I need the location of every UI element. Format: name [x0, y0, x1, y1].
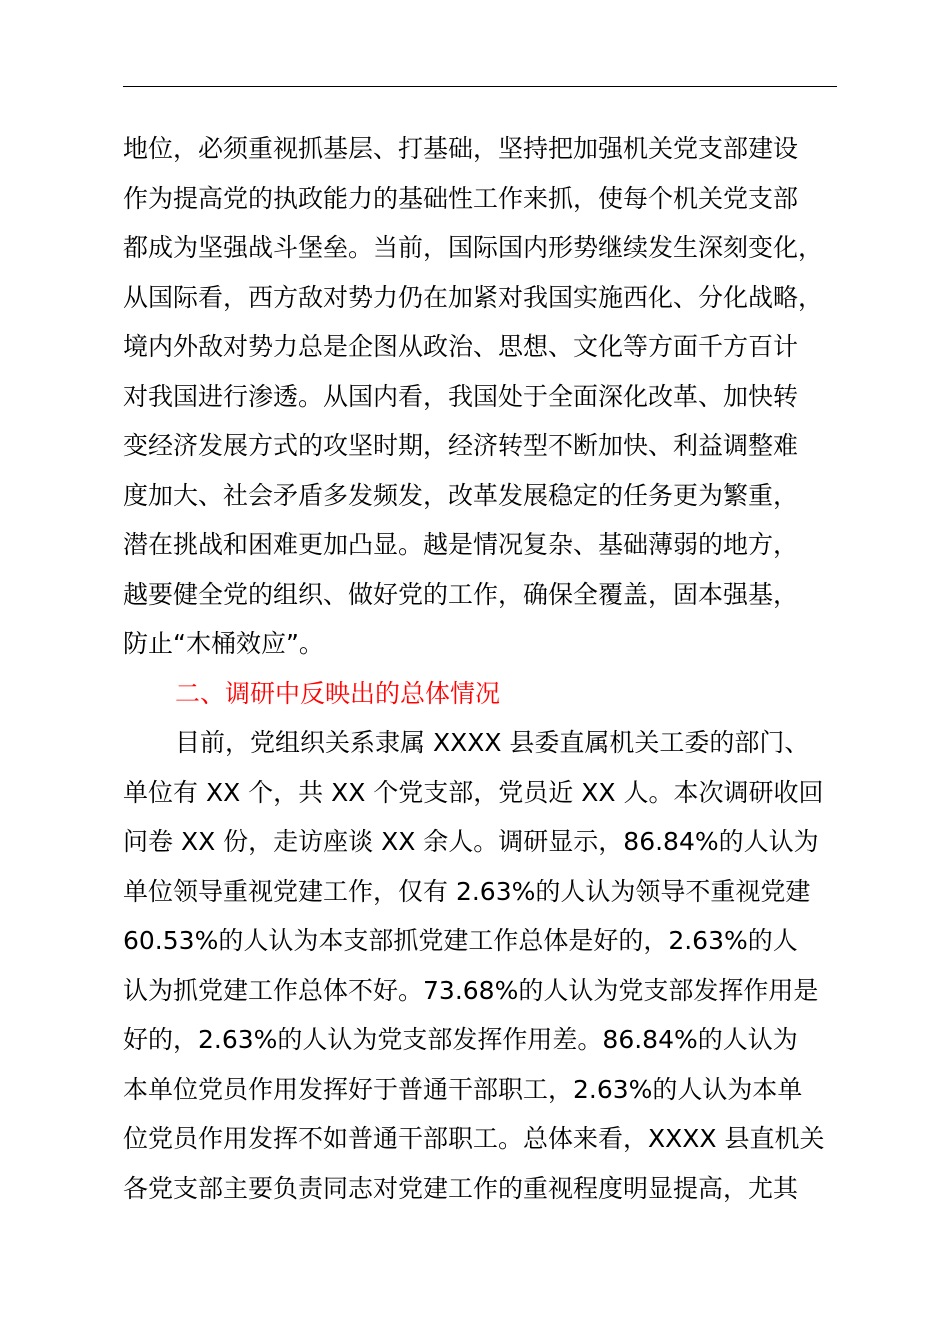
text-line: 越要健全党的组织、做好党的工作，确保全覆盖，固本强基， [123, 579, 799, 609]
text-line: 好的，2.63%的人认为党支部发挥作用差。86.84%的人认为 [123, 1025, 798, 1054]
text-line: 度加大、社会矛盾多发频发，改革发展稳定的任务更为繁重， [123, 480, 799, 510]
text-line: 问卷 XX 份，走访座谈 XX 余人。调研显示，86.84%的人认为 [123, 827, 819, 856]
text-line: 潜在挑战和困难更加凸显。越是情况复杂、基础薄弱的地方， [123, 530, 799, 559]
text-line: 境内外敌对势力总是企图从政治、思想、文化等方面千方百计 [123, 332, 799, 361]
text-line: 目前，党组织关系隶属 XXXX 县委直属机关工委的部门、 [175, 728, 810, 757]
text-line: 本单位党员作用发挥好于普通干部职工，2.63%的人认为本单 [123, 1074, 803, 1104]
text-line: 单位有 XX 个，共 XX 个党支部，党员近 XX 人。本次调研收回 [123, 777, 824, 807]
text-line: 作为提高党的执政能力的基础性工作来抓，使每个机关党支部 [123, 183, 799, 213]
paragraph-context [123, 124, 839, 669]
text-line: 对我国进行渗透。从国内看，我国处于全面深化改革、加快转 [123, 381, 799, 411]
text-line: 认为抓党建工作总体不好。73.68%的人认为党支部发挥作用是 [123, 975, 819, 1005]
text-line: 位党员作用发挥不如普通干部职工。总体来看，XXXX 县直机关 [123, 1124, 825, 1153]
text-line: 单位领导重视党建工作，仅有 2.63%的人认为领导不重视党建 [123, 876, 811, 906]
document-body [123, 124, 839, 1213]
text-line: 都成为坚强战斗堡垒。当前，国际国内形势继续发生深刻变化， [123, 233, 824, 262]
text-line: 60.53%的人认为本支部抓党建工作总体是好的，2.63%的人 [123, 926, 798, 955]
text-line: 从国际看，西方敌对势力仍在加紧对我国实施西化、分化战略， [123, 282, 824, 312]
text-line: 防止“木桶效应”。 [123, 629, 324, 658]
header-rule [123, 86, 837, 87]
text-line: 各党支部主要负责同志对党建工作的重视程度明显提高，尤其 [123, 1173, 799, 1203]
section-heading: 二、调研中反映出的总体情况 [175, 678, 501, 708]
text-line: 地位，必须重视抓基层、打基础，坚持把加强机关党支部建设 [123, 134, 799, 163]
paragraph-survey-results [123, 718, 839, 1213]
text-line: 变经济发展方式的攻坚时期，经济转型不断加快、利益调整难 [123, 431, 799, 460]
